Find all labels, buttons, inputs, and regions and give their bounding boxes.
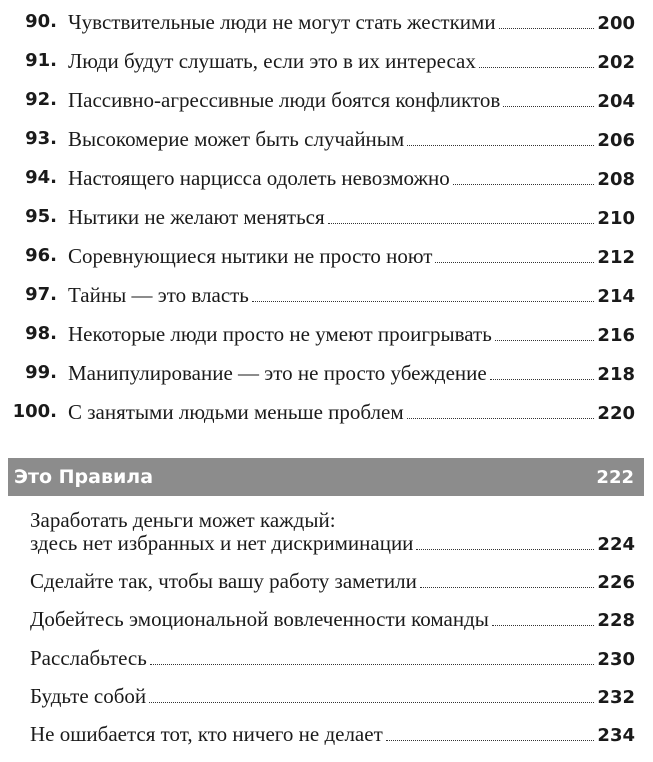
page-number: 202: [597, 52, 635, 73]
subentry-title: Расслабьтесь: [30, 646, 147, 670]
chapter-title: Высокомерие может быть случайным: [68, 127, 405, 151]
toc-entry: [0, 7, 653, 37]
chapter-title: Манипулирование — это не просто убеждение: [68, 361, 487, 385]
chapter-number: 96.: [25, 245, 57, 266]
toc-entry: [0, 358, 653, 388]
page-number: 228: [597, 610, 635, 631]
dot-leader: [495, 339, 595, 341]
page-number: 226: [597, 572, 635, 593]
chapter-number: 95.: [25, 206, 57, 227]
page-number: 208: [597, 169, 635, 190]
chapter-number: 98.: [25, 323, 57, 344]
dot-leader: [503, 105, 594, 107]
page-number: 220: [597, 403, 635, 424]
toc-subentry: [30, 643, 635, 673]
chapter-number: 100.: [12, 401, 57, 422]
subentry-title-line1: Заработать деньги может каждый:: [30, 508, 336, 532]
chapter-number: 94.: [25, 167, 57, 188]
page-number: 214: [597, 286, 635, 307]
dot-leader: [479, 66, 595, 68]
dot-leader: [453, 183, 595, 185]
page-number: 232: [597, 687, 635, 708]
chapter-number: 99.: [25, 362, 57, 383]
dot-leader: [328, 222, 595, 224]
toc-subentry: [30, 681, 635, 711]
page-number: 206: [597, 130, 635, 151]
page-number: 204: [597, 91, 635, 112]
toc-entry: [0, 124, 653, 154]
dot-leader: [492, 624, 595, 626]
chapter-number: 93.: [25, 128, 57, 149]
subentry-title: здесь нет избранных и нет дискриминации: [30, 531, 414, 555]
toc-subentry: [30, 528, 635, 558]
subentry-title: Сделайте так, чтобы вашу работу заметили: [30, 569, 417, 593]
dot-leader: [499, 27, 595, 29]
dot-leader: [150, 663, 595, 665]
page-number: 218: [597, 364, 635, 385]
chapter-title: Люди будут слушать, если это в их интересах: [68, 49, 476, 73]
chapter-title: Нытики не желают меняться: [68, 205, 325, 229]
toc-subentry: [30, 719, 635, 749]
chapter-title: С занятыми людьми меньше проблем: [68, 400, 404, 424]
chapter-number: 92.: [25, 89, 57, 110]
dot-leader: [386, 739, 595, 741]
page-number: 210: [597, 208, 635, 229]
page-number: 216: [597, 325, 635, 346]
chapter-title: Пассивно-агрессивные люди боятся конфликтов: [68, 88, 501, 112]
chapter-number: 90.: [25, 11, 57, 32]
chapter-number: 97.: [25, 284, 57, 305]
section-title: Это Правила: [14, 466, 154, 488]
subentry-title: Добейтесь эмоциональной вовлеченности команды: [30, 607, 489, 631]
toc-entry: [0, 397, 653, 427]
toc-subentry: [30, 566, 635, 596]
section-page-number: 222: [596, 466, 634, 488]
toc-entry: [0, 163, 653, 193]
page-number: 224: [597, 534, 635, 555]
dot-leader: [490, 378, 595, 380]
toc-entry: [0, 241, 653, 271]
page-number: 212: [597, 247, 635, 268]
page-number: 234: [597, 725, 635, 746]
subentry-title: Будьте собой: [30, 684, 147, 708]
toc-entry: [0, 85, 653, 115]
dot-leader: [407, 417, 595, 419]
toc-entry: [0, 319, 653, 349]
toc-entry: [0, 46, 653, 76]
chapter-title: Соревнующиеся нытики не просто ноют: [68, 244, 433, 268]
dot-leader: [407, 144, 594, 146]
chapter-number: 91.: [25, 50, 57, 71]
chapter-title: Настоящего нарцисса одолеть невозможно: [68, 166, 450, 190]
section-header: [8, 458, 644, 496]
chapter-title: Некоторые люди просто не умеют проигрывать: [68, 322, 492, 346]
subentry-title: Не ошибается тот, кто ничего не делает: [30, 722, 383, 746]
dot-leader: [252, 300, 595, 302]
dot-leader: [149, 701, 594, 703]
chapter-title: Тайны — это власть: [68, 283, 249, 307]
toc-entry: [0, 280, 653, 310]
dot-leader: [416, 548, 594, 550]
page-number: 230: [597, 649, 635, 670]
toc-subentry: [30, 604, 635, 634]
dot-leader: [435, 261, 594, 263]
page-number: 200: [597, 13, 635, 34]
toc-entry: [0, 202, 653, 232]
dot-leader: [420, 586, 595, 588]
chapter-title: Чувствительные люди не могут стать жесткими: [68, 10, 496, 34]
